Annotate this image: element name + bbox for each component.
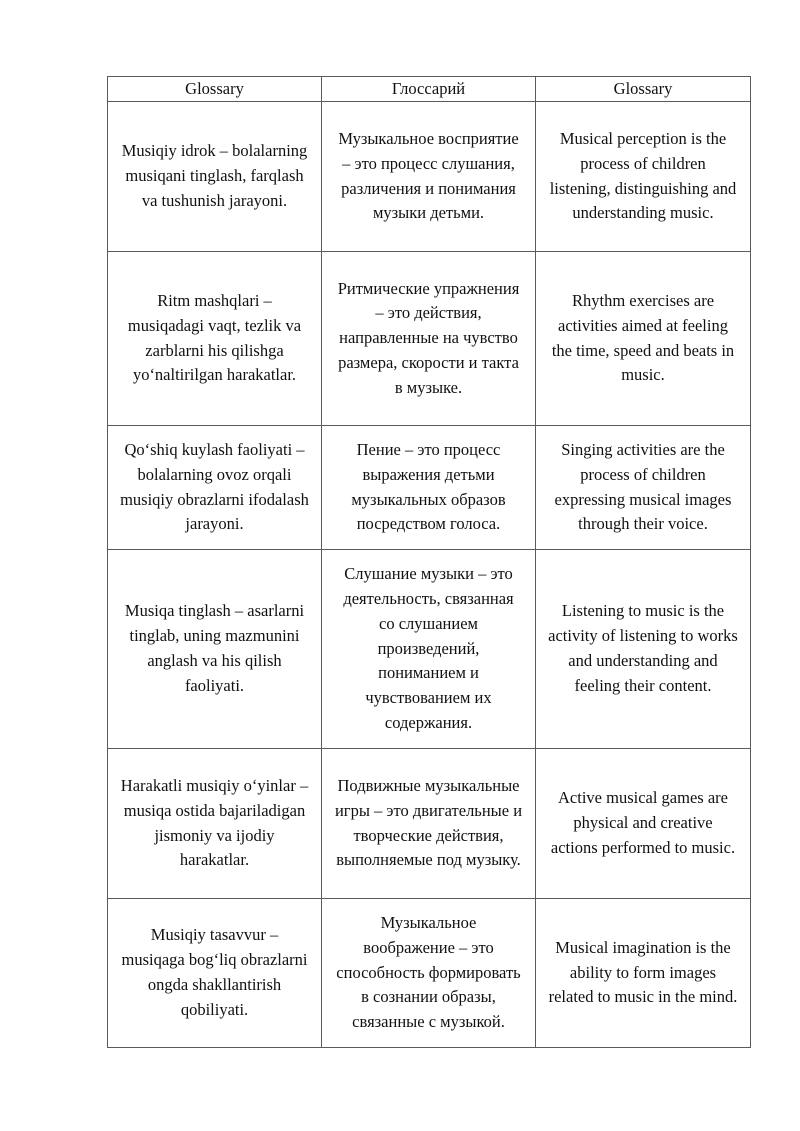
table-row [108, 749, 751, 899]
term-en [536, 550, 751, 749]
term-ru [322, 749, 536, 899]
term-ru [322, 102, 536, 252]
header-ru: Глоссарий [322, 77, 536, 102]
table-row [108, 899, 751, 1048]
term-uz [108, 550, 322, 749]
term-en [536, 899, 751, 1048]
term-en-text: Listening to music is the activity of listening to works and understanding and feeling their content. [548, 601, 738, 695]
table-row [108, 252, 751, 426]
term-uz-text: Harakatli musiqiy o‘yinlar – musiqa ostida bajariladigan jismoniy va ijodiy harakatlar. [120, 775, 309, 870]
term-ru-text: Музыкальное воображение – это способность формировать в сознании образы, связанные с музыкой. [336, 913, 521, 1032]
term-en [536, 749, 751, 899]
table-row [108, 426, 751, 550]
term-uz [108, 749, 322, 899]
term-uz-text: Ritm mashqlari – musiqadagi vaqt, tezlik va zarblarni his qilishga yo‘naltirilgan harakatlar. [127, 290, 302, 385]
header-row [108, 77, 751, 102]
term-uz [108, 899, 322, 1048]
term-en-text: Singing activities are the process of children expressing musical images through their voice. [554, 439, 732, 534]
term-uz-text: Musiqiy tasavvur – musiqaga bog‘liq obrazlarni ongda shakllantirish qobiliyati. [121, 925, 308, 1019]
glossary-table [107, 76, 751, 1048]
term-uz [108, 252, 322, 426]
term-ru-text: Музыкальное восприятие – это процесс слушания, различения и понимания музыки детьми. [338, 128, 519, 223]
term-en [536, 252, 751, 426]
term-en [536, 102, 751, 252]
term-ru [322, 899, 536, 1048]
term-en-text: Musical imagination is the ability to form images related to music in the mind. [548, 937, 738, 1007]
term-uz-text: Musiqiy idrok – bolalarning musiqani tinglash, farqlash va tushunish jarayoni. [121, 141, 308, 210]
table-row [108, 550, 751, 749]
term-ru-text: Пение – это процесс выражения детьми музыкальных образов посредством голоса. [351, 439, 506, 534]
term-uz-text: Qo‘shiq kuylash faoliyati – bolalarning ovoz orqali musiqiy obrazlarni ifodalash jarayoni. [120, 439, 309, 534]
header-en: Glossary [536, 77, 751, 102]
term-ru [322, 550, 536, 749]
term-uz-text: Musiqa tinglash – asarlarni tinglab, uning mazmunini anglash va his qilish faoliyati. [124, 601, 305, 695]
term-ru-text: Подвижные музыкальные игры – это двигательные и творческие действия, выполняемые под музыку. [334, 775, 523, 870]
term-en-text: Active musical games are physical and creative actions performed to music. [550, 788, 736, 857]
term-ru [322, 426, 536, 550]
term-uz [108, 426, 322, 550]
term-uz [108, 102, 322, 252]
term-ru-text: Ритмические упражнения – это действия, направленные на чувство размера, скорости и такта в музыке. [337, 278, 520, 397]
table-row [108, 102, 751, 252]
term-en-text: Musical perception is the process of children listening, distinguishing and understanding music. [549, 128, 737, 223]
term-en [536, 426, 751, 550]
term-ru-text: Слушание музыки – это деятельность, связанная со слушанием произведений, пониманием и чувствованием их содержания. [343, 564, 514, 732]
term-ru [322, 252, 536, 426]
term-en-text: Rhythm exercises are activities aimed at feeling the time, speed and beats in music. [551, 290, 735, 385]
header-uz: Glossary [108, 77, 322, 102]
